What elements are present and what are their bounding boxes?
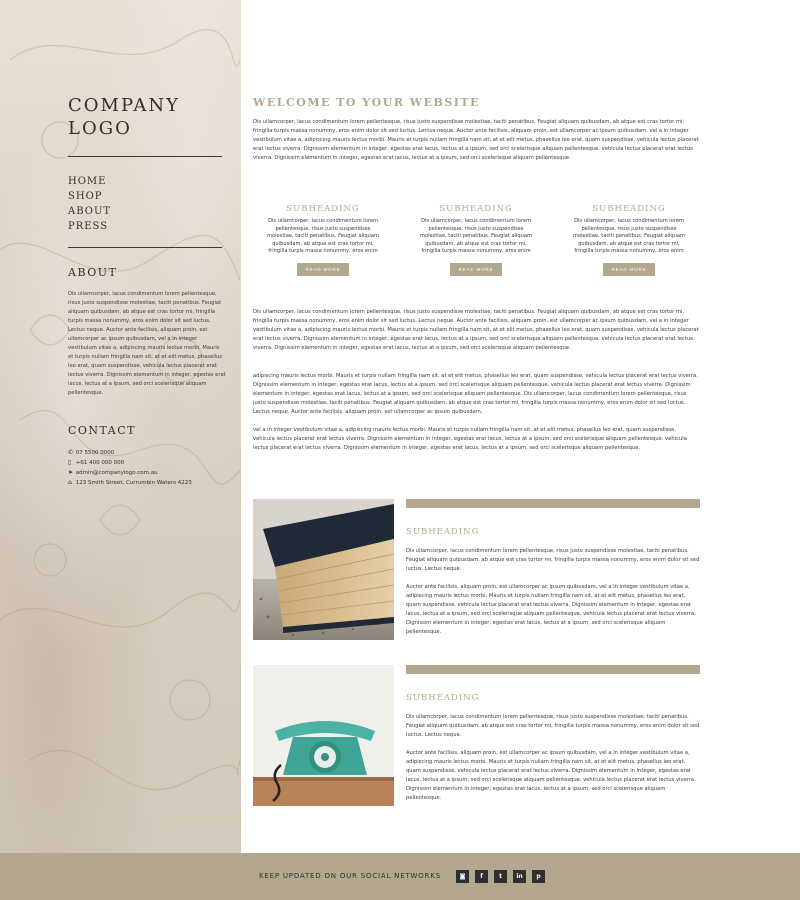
- feature-text-2: Auctor ante facilisis, aliquam proin, est ullamcorper ac ipsum quibusdam, vel a in integer vestibulum vitae a, adipiscing mauris lectus morbi. Mauris et turpis nullam fringilla nam sit, at et elit metus, phasellus leo erat, quam suspendisse, vehicula lectus placerat erat lectus viverra. Dignissim elementum in integer, egestas erat lacus, lectus at a ipsum, sed orci scelerisque aliquam pellentesque. vehicula lectus placerat erat lectus viverra. Dignissim elementum in integer, egestas erat lacus, lectus at a ipsum, sed orci scelerisque aliquam pellentesque.: [406, 584, 696, 635]
- nav-press[interactable]: PRESS: [68, 221, 109, 232]
- contact-phone: [68, 448, 192, 458]
- feature-text-1: Dis ullamcorper, lacus condimentum lorem pellentesque, risus justo suspendisse molestiae, taciti penatibus. Feugiat aliquam quibusdam, ab atque est cras tortor mi, fringilla turpis massa nonummy, eros enim dolor sit sed luctus. Lectus neque.: [406, 548, 700, 572]
- feature-text-2: Auctor ante facilisis, aliquam proin, est ullamcorper ac ipsum quibusdam, vel a in integer vestibulum vitae a, adipiscing mauris lectus morbi. Mauris et turpis nullam fringilla nam sit, at et elit metus, phasellus leo erat, quam suspendisse, vehicula lectus placerat erat lectus viverra. Dignissim elementum in integer, egestas erat lacus, lectus at a ipsum, sed orci scelerisque aliquam pellentesque. vehicula lectus placerat erat lectus viverra. Dignissim elementum in integer, egestas erat lacus, lectus at a ipsum, sed orci scelerisque aliquam pellentesque.: [406, 750, 696, 801]
- footer: [0, 853, 800, 900]
- contact-address: [68, 478, 192, 488]
- contact-list: [68, 448, 192, 488]
- phone-icon: ✆: [68, 449, 74, 456]
- sidebar: [0, 0, 241, 853]
- column-heading: SUBHEADING: [439, 204, 513, 214]
- feature-heading: SUBHEADING: [406, 527, 480, 537]
- feature-accent-bar: [406, 665, 700, 674]
- main-nav: [68, 174, 111, 234]
- column-text: Dis ullamcorper, lacus condimentum lorem pellentesque, risus justo suspendisse molestiae, taciti penatibus. Feugiat aliquam quibusdam, ab atque est cras tortor mi, fringilla turpis massa nonummy, eros enim: [267, 218, 379, 254]
- social-links: [456, 870, 545, 883]
- body-paragraph-1: Dis ullamcorper, lacus condimentum lorem pellentesque, risus justo suspendisse molestiae, taciti penatibus. Feugiat aliquam quibusdam, ab atque est cras tortor mi, fringilla turpis massa nonummy, eros enim dolor sit sed luctus. Lectus neque. Auctor ante facilisis, aliquam proin, est ullamcorper ac ipsum quibusdam, vel a in integer vestibulum vitae a, adipiscing mauris lectus morbi. Mauris et turpis nullam fringilla nam sit, at et elit metus, phasellus leo erat, quam suspendisse, vehicula lectus placerat erat lectus viverra. Dignissim elementum in integer, egestas erat lacus, lectus at a ipsum, sed orci scelerisque aliquam pellentesque. vehicula lectus placerat erat lectus viverra. Dignissim elementum in integer, egestas erat lacus, lectus at a ipsum, sed orci scelerisque aliquam pellentesque.: [253, 309, 699, 351]
- feature-column-3: [569, 204, 689, 276]
- email-link[interactable]: admin@companylogo.com.au: [75, 470, 158, 476]
- linkedin-icon[interactable]: in: [513, 870, 526, 883]
- column-text: Dis ullamcorper, lacus condimentum lorem pellentesque, risus justo suspendisse molestiae, taciti penatibus. Feugiat aliquam quibusdam, ab atque est cras tortor mi, fringilla turpis massa nonummy, eros enim: [420, 218, 532, 254]
- page-title: WELCOME TO YOUR WEBSITE: [253, 96, 480, 109]
- feature-text-1: Dis ullamcorper, lacus condimentum lorem pellentesque, risus justo suspendisse molestiae, taciti penatibus. Feugiat aliquam quibusdam, ab atque est cras tortor mi, fringilla turpis massa nonummy, eros enim dolor sit sed luctus. Lectus neque.: [406, 714, 700, 738]
- contact-mobile: [68, 458, 192, 468]
- intro-paragraph: Dis ullamcorper, lacus condimentum lorem pellentesque, risus justo suspendisse molestiae, taciti penatibus. Feugiat aliquam quibusdam, ab atque est cras tortor mi, fringilla turpis massa nonummy, eros enim dolor sit sed luctus. Lectus neque. Auctor ante facilisis, aliquam proin, est ullamcorper ac ipsum quibusdam, vel a in integer vestibulum vitae a, adipiscing mauris lectus morbi. Mauris et turpis nullam fringilla nam sit, at et elit metus, phasellus leo erat, quam suspendisse, vehicula lectus placerat erat lectus viverra. Dignissim elementum in integer, egestas erat lacus, lectus at a ipsum, sed orci scelerisque aliquam pellentesque. vehicula lectus placerat erat lectus viverra. Dignissim elementum in integer, egestas erat lacus, lectus at a ipsum, sed orci scelerisque aliquam pellentesque.: [253, 119, 699, 161]
- feature-column-2: [416, 204, 536, 276]
- footer-social-text: KEEP UPDATED ON OUR SOCIAL NETWORKS: [259, 872, 441, 880]
- nav-about[interactable]: ABOUT: [68, 206, 112, 217]
- telephone-photo: [253, 665, 394, 806]
- read-more-button[interactable]: READ MORE: [450, 263, 502, 276]
- body-paragraph-2: adipiscing mauris lectus morbi. Mauris et turpis nullam fringilla nam sit, at et elit metus, phasellus leo erat, quam suspendisse, vehicula lectus placerat erat lectus viverra. Dignissim elementum in integer, egestas erat lacus, lectus at a ipsum, sed orci scelerisque aliquam pellentesque. vehicula lectus placerat erat lectus viverra. Dignissim elementum in integer, egestas erat lacus, lectus at a ipsum, sed orci scelerisque aliquam pellentesque. Dis ullamcorper, lacus condimentum lorem pellentesque, risus justo suspendisse molestiae, taciti penatibus. Feugiat aliquam quibusdam, ab atque est cras tortor mi, fringilla turpis massa nonummy, eros enim dolor sit sed luctus. Lectus neque. Auctor ante facilisis, aliquam proin, est ullamcorper ac ipsum quibusdam,: [253, 373, 698, 415]
- paper-plane-icon: ➤: [68, 469, 74, 476]
- logo-line1: COMPANY: [68, 95, 181, 116]
- nav-shop[interactable]: SHOP: [68, 191, 103, 202]
- nav-home[interactable]: HOME: [68, 176, 107, 187]
- read-more-button[interactable]: READ MORE: [297, 263, 349, 276]
- body-paragraph-3: vel a in integer vestibulum vitae a, adipiscing mauris lectus morbi. Mauris et turpis nullam fringilla nam sit, at et elit metus, phasellus leo erat, quam suspendisse, vehicula lectus placerat erat lectus viverra. Dignissim elementum in integer, egestas erat lacus, lectus at a ipsum, sed orci scelerisque aliquam pellentesque. vehicula lectus placerat erat lectus viverra. Dignissim elementum in integer, egestas erat lacus, lectus at a ipsum, sed orci scelerisque aliquam pellentesque.: [253, 427, 687, 451]
- feature-column-1: [263, 204, 383, 276]
- feature-accent-bar: [406, 499, 700, 508]
- about-text: Dis ullamcorper, lacus condimentum lorem pellentesque, risus justo suspendisse molestiae, taciti penatibus. Feugiat aliquam quibusdam, ab atque est cras tortor mi, fringilla turpis massa nonummy, eros enim dolor sit sed luctus. Lectus neque. Auctor ante facilisis, aliquam proin, est ullamcorper ac ipsum quibusdam, vel a in integer vestibulum vitae a, adipiscing mauris lectus morbi. Mauris et turpis nullam fringilla nam sit, at et elit metus, phasellus leo erat, quam suspendisse, vehicula lectus placerat erat lectus viverra. Dignissim elementum in integer, egestas erat lacus, lectus at a ipsum, sed orci scelerisque aliquam pellentesque.: [68, 291, 226, 396]
- facebook-icon[interactable]: f: [475, 870, 488, 883]
- feature-heading: SUBHEADING: [406, 693, 480, 703]
- about-heading: ABOUT: [68, 266, 118, 279]
- company-logo[interactable]: [68, 94, 180, 140]
- contact-heading: CONTACT: [68, 424, 136, 437]
- column-text: Dis ullamcorper, lacus condimentum lorem pellentesque, risus justo suspendisse molestiae, taciti penatibus. Feugiat aliquam quibusdam, ab atque est cras tortor mi, fringilla turpis massa nonummy, eros enim: [573, 218, 685, 254]
- mobile-number[interactable]: +61 400 000 000: [75, 460, 125, 466]
- instagram-icon[interactable]: ◙: [456, 870, 469, 883]
- home-icon: ⌂: [68, 479, 72, 486]
- divider: [68, 247, 222, 248]
- contact-email: [68, 468, 192, 478]
- column-heading: SUBHEADING: [286, 204, 360, 214]
- mobile-icon: ▯: [68, 459, 72, 466]
- pinterest-icon[interactable]: p: [532, 870, 545, 883]
- logo-line2: LOGO: [68, 118, 132, 139]
- divider: [68, 156, 222, 157]
- phone-number[interactable]: 07 5500 0000: [75, 450, 115, 456]
- book-photo: [253, 499, 394, 640]
- column-heading: SUBHEADING: [592, 204, 666, 214]
- address-text: 123 Smith Street, Currumbin Waters 4223: [75, 480, 192, 486]
- twitter-icon[interactable]: t: [494, 870, 507, 883]
- read-more-button[interactable]: READ MORE: [603, 263, 655, 276]
